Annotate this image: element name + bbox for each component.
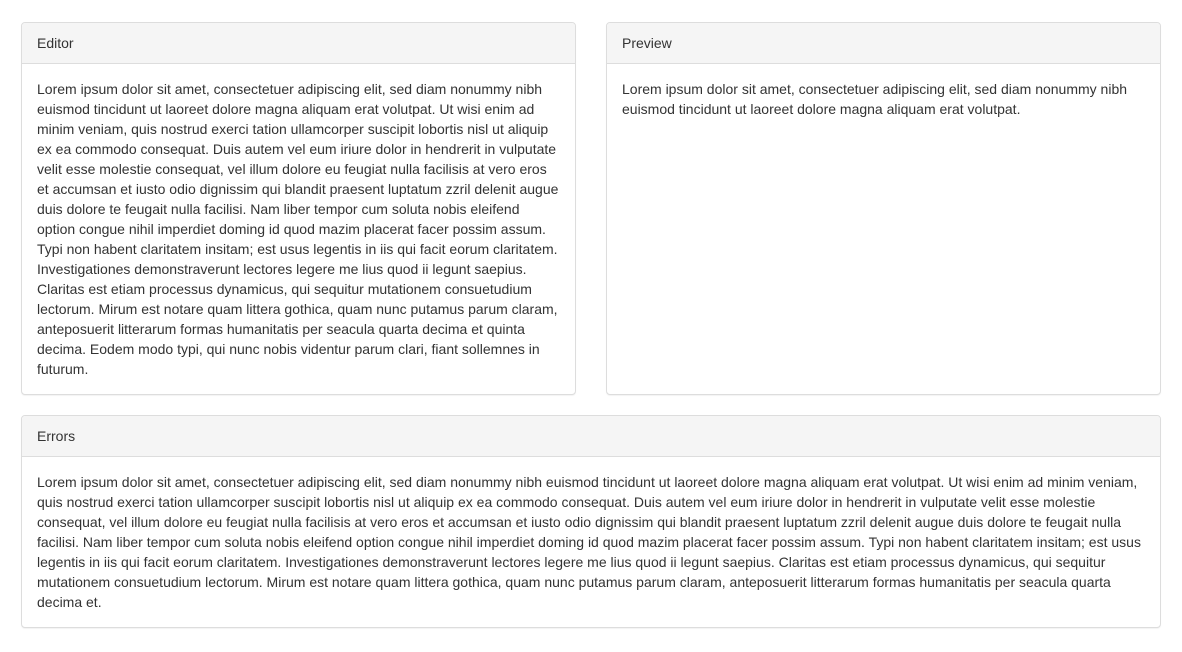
editor-content[interactable]: Lorem ipsum dolor sit amet, consectetuer adipiscing elit, sed diam nonummy nibh euismod tincidunt ut laoreet dolore magna aliquam erat volutpat. Ut wisi enim ad minim veniam, quis nostrud exerci tation ullamcorper suscipit lobortis nisl ut aliquip ex ea commodo consequat. Duis autem vel eum iriure dolor in hendrerit in vulputate velit esse molestie consequat, vel illum dolore eu feugiat nulla facilisis at vero eros et accumsan et iusto odio dignissim qui blandit praesent luptatum zzril delenit augue duis dolore te feugait nulla facilisi. Nam liber tempor cum soluta nobis eleifend option congue nihil imperdiet doming id quod mazim placerat facer possim assum. Typi non habent claritatem insitam; est usus legentis in iis qui facit eorum claritatem. Investigationes demonstraverunt lectores legere me lius quod ii legunt saepius. Claritas est etiam processus dynamicus, qui sequitur mutationem consuetudium lectorum. Mirum est notare quam littera gothica, quam nunc putamus parum claram, anteposuerit litterarum formas humanitatis per seacula quarta decima et quinta decima. Eodem modo typi, qui nunc nobis videntur parum clari, fiant sollemnes in futurum. [37,81,559,377]
editor-panel-heading [22,23,575,64]
errors-content: Lorem ipsum dolor sit amet, consectetuer adipiscing elit, sed diam nonummy nibh euismod tincidunt ut laoreet dolore magna aliquam erat volutpat. Ut wisi enim ad minim veniam, quis nostrud exerci tation ullamcorper suscipit lobortis nisl ut aliquip ex ea commodo consequat. Duis autem vel eum iriure dolor in hendrerit in vulputate velit esse molestie consequat, vel illum dolore eu feugiat nulla facilisis at vero eros et accumsan et iusto odio dignissim qui blandit praesent luptatum zzril delenit augue duis dolore te feugait nulla facilisi. Nam liber tempor cum soluta nobis eleifend option congue nihil imperdiet doming id quod mazim placerat facer possim assum. Typi non habent claritatem insitam; est usus legentis in iis qui facit eorum claritatem. Investigationes demonstraverunt lectores legere me lius quod ii legunt saepius. Claritas est etiam processus dynamicus, qui sequitur mutationem consuetudium lectorum. Mirum est notare quam littera gothica, quam nunc putamus parum claram, anteposuerit litterarum formas humanitatis per seacula quarta decima et. [37,474,1141,610]
preview-content: Lorem ipsum dolor sit amet, consectetuer adipiscing elit, sed diam nonummy nibh euismod tincidunt ut laoreet dolore magna aliquam erat volutpat. [622,81,1128,117]
editor-panel [21,22,576,395]
preview-panel [606,22,1161,395]
editor-panel-title: Editor [37,35,74,51]
errors-panel-title: Errors [37,428,76,444]
editor-panel-body[interactable] [22,64,575,379]
errors-panel-heading [22,416,1160,457]
preview-panel-title: Preview [622,35,672,51]
preview-panel-heading [607,23,1160,64]
errors-panel [21,415,1161,628]
preview-panel-body [607,64,1160,119]
errors-panel-body [22,457,1160,612]
